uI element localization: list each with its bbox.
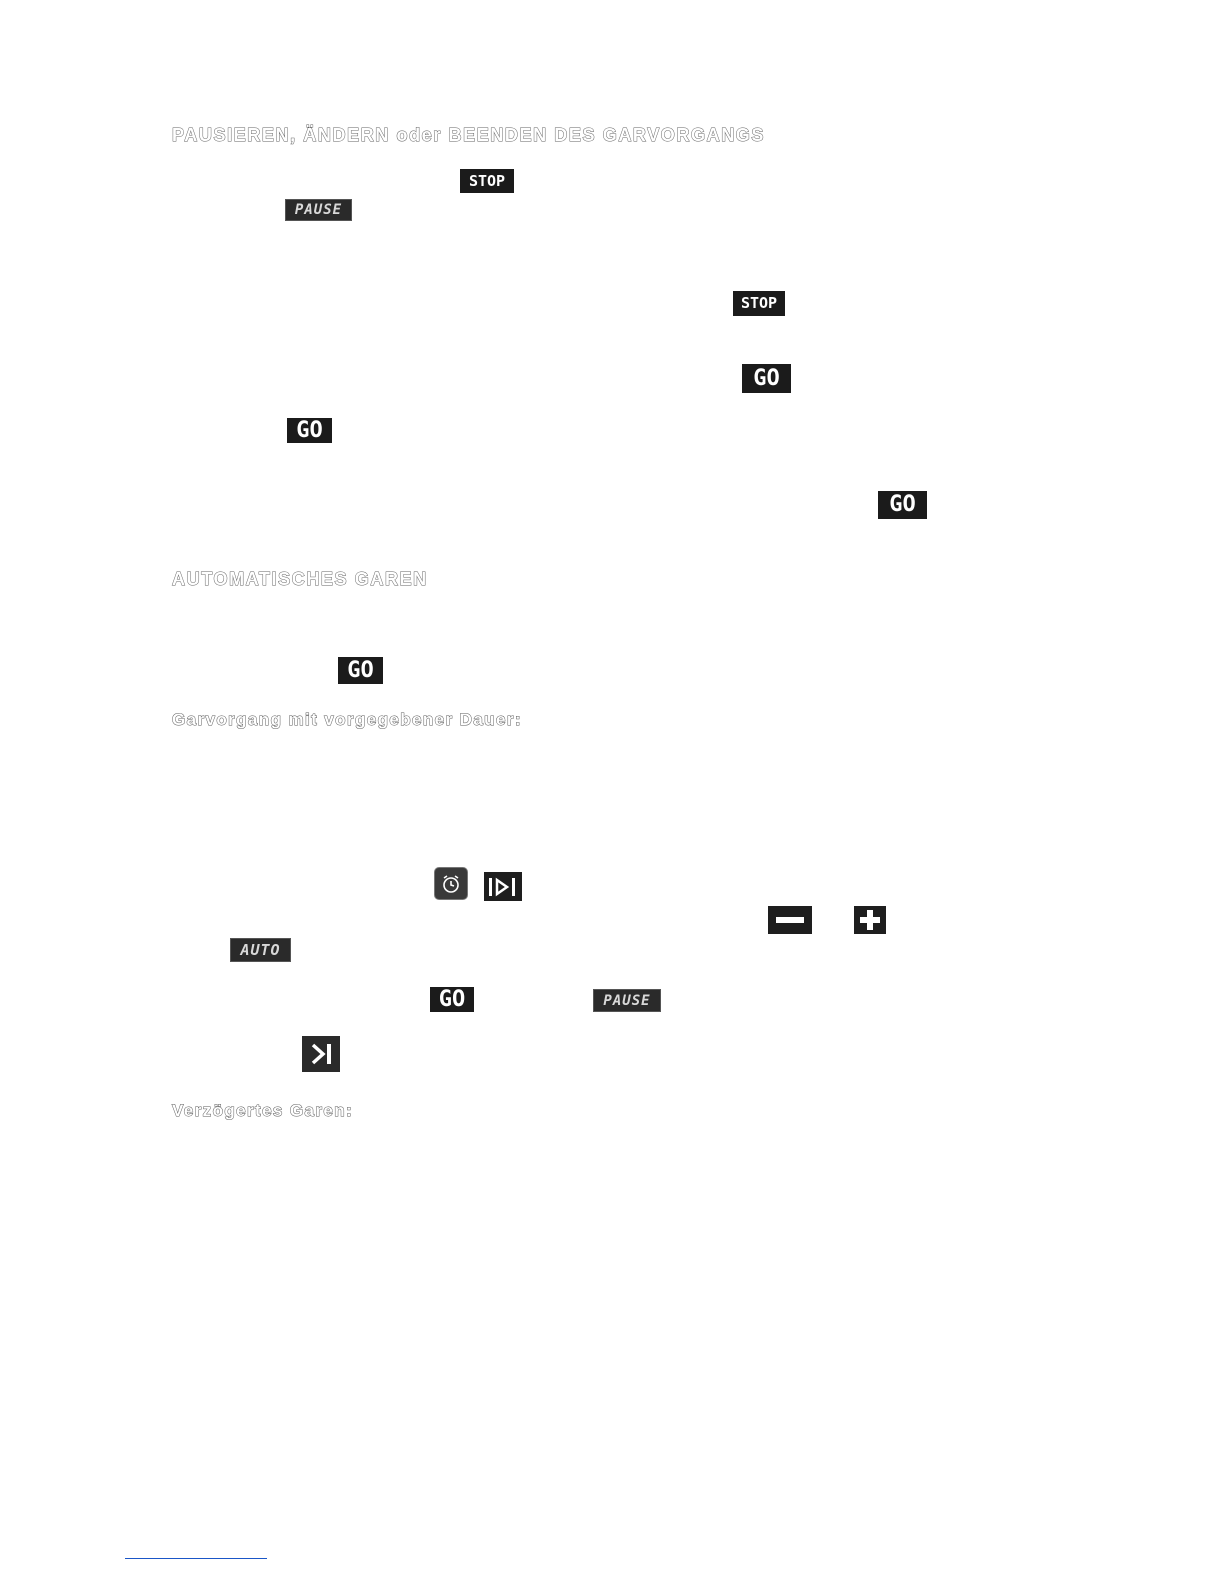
go-label: GO xyxy=(296,417,323,443)
go-label: GO xyxy=(753,365,780,391)
stop-button-icon xyxy=(733,291,785,316)
subheading-delayed-cooking: Verzögertes Garen: xyxy=(172,1101,354,1120)
stop-label: STOP xyxy=(740,294,778,312)
go-button-icon xyxy=(287,418,332,443)
go-button-icon xyxy=(878,491,927,519)
pause-button-icon xyxy=(593,989,661,1012)
pause-label: PAUSE xyxy=(603,992,651,1009)
section-heading-pause: PAUSIEREN, ÄNDERN oder BEENDEN DES GARVORGANGS xyxy=(172,125,766,145)
plus-icon xyxy=(854,906,886,934)
go-label: GO xyxy=(438,986,466,1012)
go-button-icon xyxy=(430,987,474,1012)
auto-label: AUTO xyxy=(240,940,281,959)
alarm-clock-icon xyxy=(434,867,468,900)
stop-button-icon xyxy=(460,169,514,193)
stop-label: STOP xyxy=(468,171,506,190)
go-label: GO xyxy=(889,492,916,517)
auto-button-icon xyxy=(230,938,291,962)
bar-play-bar-icon xyxy=(484,872,522,901)
pause-label: PAUSE xyxy=(294,202,343,218)
go-button-icon xyxy=(742,364,791,393)
section-heading-auto: AUTOMATISCHES GAREN xyxy=(172,569,428,589)
footnote-separator xyxy=(125,1558,267,1559)
go-button-icon xyxy=(338,657,383,684)
pause-button-icon xyxy=(285,199,352,221)
minus-icon xyxy=(768,906,812,934)
go-label: GO xyxy=(347,657,374,683)
subheading-timed-cooking: Garvorgang mit vorgegebener Dauer: xyxy=(172,710,522,729)
skip-forward-icon xyxy=(302,1036,340,1072)
